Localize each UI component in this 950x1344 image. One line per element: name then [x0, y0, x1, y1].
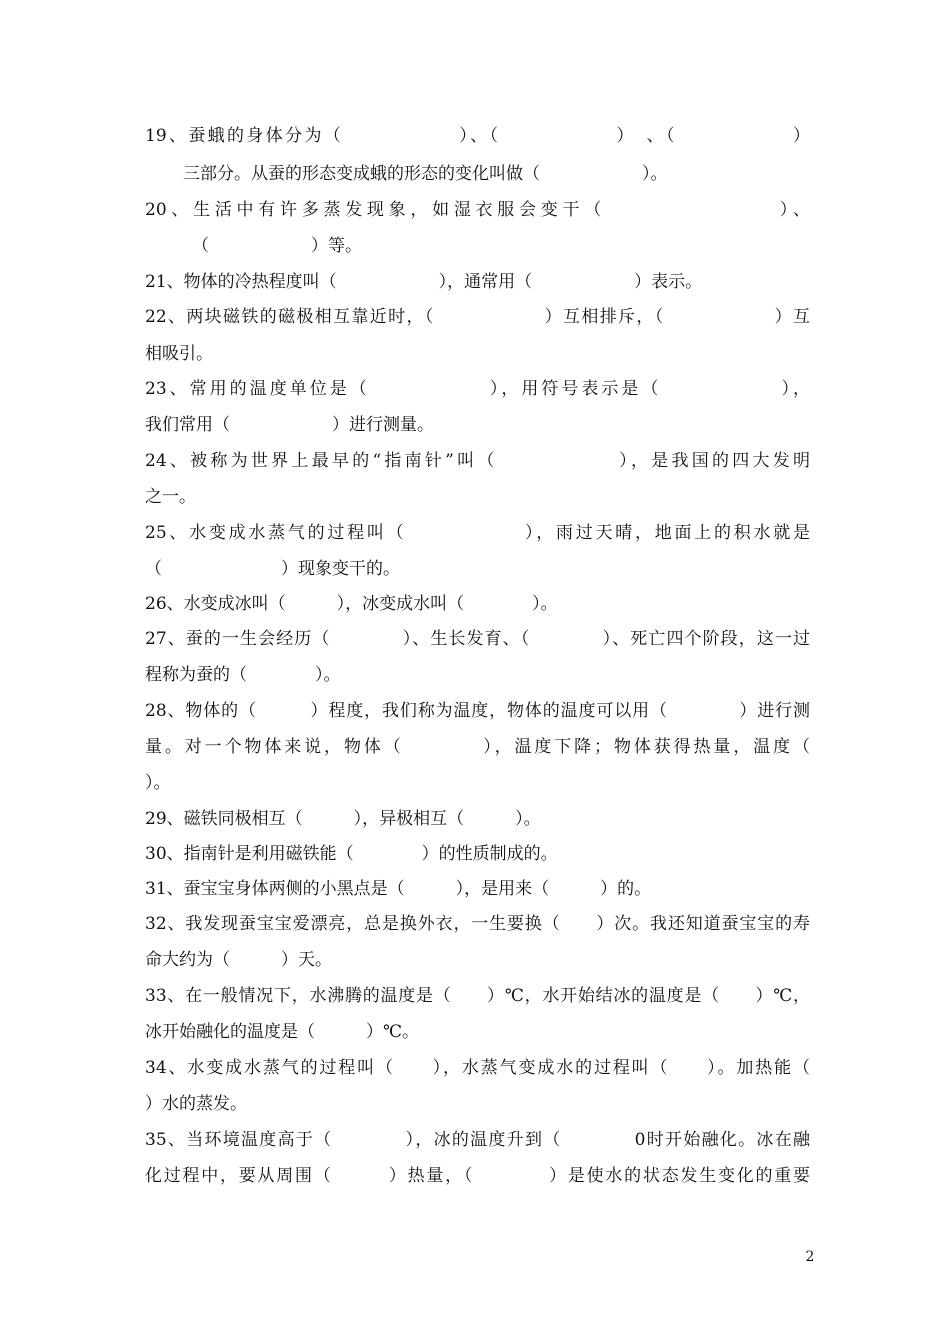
question-32-line-1: 32、我发现蚕宝宝爱漂亮，总是换外衣，一生要换（ ）次。我还知道蚕宝宝的寿: [145, 914, 810, 934]
question-28-line-3: ）。: [145, 773, 171, 793]
question-33-line-2: 冰开始融化的温度是（ ）℃。: [145, 1022, 420, 1042]
question-29-line-1: 29、磁铁同极相互（ ），异极相互（ ）。: [145, 809, 541, 829]
question-19-line-1: 19、蚕蛾的身体分为（ ）、（ ） 、（ ）: [145, 126, 810, 146]
question-26-line-1: 26、水变成冰叫（ ），冰变成水叫（ ）。: [145, 594, 558, 614]
question-23-line-1: 23、常用的温度单位是（ ），用符号表示是（ ），: [145, 379, 810, 399]
question-20-line-1: 20、生活中有许多蒸发现象，如湿衣服会变干（ ）、: [145, 200, 810, 220]
question-24-line-2: 之一。: [145, 487, 196, 507]
question-25-line-2: （ ）现象变干的。: [145, 559, 400, 579]
question-19-line-2: 三部分。从蚕的形态变成蛾的形态的变化叫做（ ）。: [183, 164, 668, 184]
question-35-line-1: 35、当环境温度高于（ ），冰的温度升到（ 0时开始融化。冰在融: [145, 1130, 810, 1150]
question-27-line-1: 27、蚕的一生会经历（ ）、生长发育、（ ）、死亡四个阶段，这一过: [145, 629, 810, 649]
question-25-line-1: 25、水变成水蒸气的过程叫（ ），雨过天晴，地面上的积水就是: [145, 523, 810, 543]
question-27-line-2: 程称为蚕的（ ）。: [145, 665, 341, 685]
question-23-line-2: 我们常用（ ）进行测量。: [145, 415, 434, 435]
question-35-line-2: 化过程中，要从周围（ ）热量，（ ）是使水的状态发生变化的重要: [145, 1166, 810, 1186]
question-31-line-1: 31、蚕宝宝身体两侧的小黑点是（ ），是用来（ ）的。: [145, 879, 652, 899]
question-30-line-1: 30、指南针是利用磁铁能（ ）的性质制成的。: [145, 844, 558, 864]
question-22-line-1: 22、两块磁铁的磁极相互靠近时，（ ）互相排斥，（ ）互: [145, 307, 810, 327]
question-34-line-2: ）水的蒸发。: [145, 1094, 247, 1114]
question-20-line-2: （ ）等。: [192, 236, 362, 256]
question-21-line-1: 21、物体的冷热程度叫（ ），通常用（ ）表示。: [145, 272, 703, 292]
question-28-line-1: 28、物体的（ ）程度，我们称为温度，物体的温度可以用（ ）进行测: [145, 701, 810, 721]
question-32-line-2: 命大约为（ ）天。: [145, 950, 332, 970]
question-22-line-2: 相吸引。: [145, 344, 213, 364]
question-24-line-1: 24、被称为世界上最早的“指南针”叫（ ），是我国的四大发明: [145, 451, 810, 471]
question-33-line-1: 33、在一般情况下，水沸腾的温度是（ ）℃，水开始结冰的温度是（ ）℃，: [145, 986, 810, 1006]
page-number: 2: [805, 1249, 815, 1265]
question-28-line-2: 量。对一个物体来说，物体（ ），温度下降；物体获得热量，温度（: [145, 737, 810, 757]
question-34-line-1: 34、水变成水蒸气的过程叫（ ），水蒸气变成水的过程叫（ ）。加热能（: [145, 1058, 810, 1078]
